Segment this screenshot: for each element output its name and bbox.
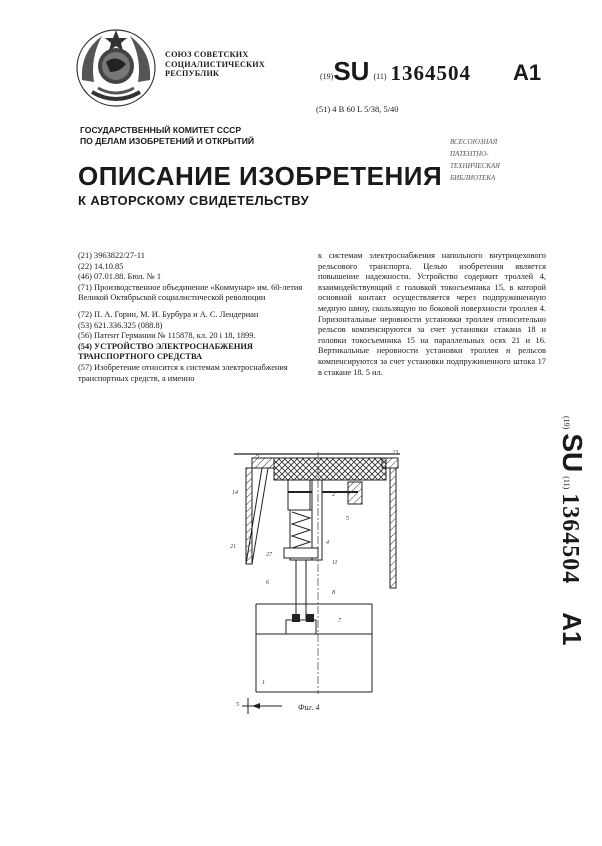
field-72: (72) П. А. Горин, М. И. Бурбура и А. С. Лендериан [78, 309, 259, 319]
drawing-label: 6 [266, 580, 269, 586]
code-11: (11) [373, 71, 387, 81]
drawing-label: 4 [326, 540, 329, 546]
abstract-text: к системам электроснабжения напольного внутрицехового рельсового транспорта. Целью изобретения является повышение надежности. Устройство содержит троллей 4, взаимодействующий с головкой токосъемника 15, в которой основной контакт осуществляется через подпружиненную медную шину, скользящую по боковой поверхности троллея 4. Горизонтальные неровности установки троллея относительно рельсов компенсируются за счет установки стакана 18 и головки токосъемника 15 на параллельных осях 21 и 16. Вертикальные неровности установки троллея и рельсов компенсируются за счет установки подпружиненного штока 17 в стакане 18. 5 ил. [318, 251, 546, 377]
drawing-label: 8 [332, 590, 335, 596]
code-11: (11) [562, 476, 572, 490]
drawing-label: 7 [338, 618, 341, 624]
drawing-label: 27 [266, 552, 272, 558]
stamp-line: ТЕХНИЧЕСКАЯ [450, 162, 500, 170]
stamp-line: ПАТЕНТНО- [450, 150, 489, 158]
document-title: ОПИСАНИЕ ИЗОБРЕТЕНИЯ [78, 161, 443, 191]
drawing-label: 23 [392, 450, 398, 456]
drawing-label: 21 [230, 544, 236, 550]
field-56: (56) Патент Германии № 115878, кл. 20 i 18, 1899. [78, 331, 256, 341]
drawing-label: 11 [332, 560, 338, 566]
vertical-patent-number [528, 416, 588, 696]
drawing-label: 5 [346, 516, 349, 522]
country-line: РЕСПУБЛИК [165, 69, 220, 79]
committee-line: ГОСУДАРСТВЕННЫЙ КОМИТЕТ СССР [80, 125, 242, 135]
drawing-label: 1 [262, 680, 265, 686]
library-stamp [450, 136, 538, 208]
bibliographic-data [78, 251, 310, 384]
ussr-emblem [72, 22, 160, 110]
country-line: СОЮЗ СОВЕТСКИХ [165, 50, 249, 59]
field-46: (46) 07.01.88. Бюл. № 1 [78, 272, 162, 282]
stamp-line: ВСЕСОЮЗНАЯ [450, 138, 498, 146]
field-71: (71) Производственное объединение «Коммунар» им. 60-летия Великой Октябрьской социалистической революции [78, 282, 303, 303]
country-name [165, 50, 265, 79]
field-53: (53) 621.336.325 (088.8) [78, 320, 163, 330]
committee-line: ПО ДЕЛАМ ИЗОБРЕТЕНИЙ И ОТКРЫТИЙ [80, 135, 255, 146]
field-57: (57) Изобретение относится к системам электроснабжения транспортных средств, а именно [78, 362, 288, 383]
committee-name [80, 125, 254, 146]
drawing-label: 5 [236, 702, 239, 708]
code-19: (19) [320, 71, 334, 81]
stamp-line: БИБЛИОТЕКА [450, 174, 496, 182]
country-code: SU [333, 56, 370, 86]
drawing-label: 21 [254, 454, 260, 460]
figure-caption: Фиг. 4 [298, 703, 320, 712]
country-line: СОЦИАЛИСТИЧЕСКИХ [165, 59, 265, 69]
drawing-label: 14 [232, 490, 238, 496]
field-21: (21) 3963822/27-11 [78, 251, 145, 260]
patent-number-header [320, 56, 541, 87]
country-code: SU [557, 433, 588, 473]
patent-number: 1364504 [390, 61, 471, 85]
technical-drawing [222, 444, 412, 720]
kind-code: A1 [512, 60, 542, 85]
code-19: (19) [562, 416, 572, 430]
field-22: (22) 14.10.85 [78, 261, 124, 271]
field-54: (54) УСТРОЙСТВО ЭЛЕКТРОСНАБЖЕНИЯ ТРАНСПОРТНОГО СРЕДСТВА [78, 341, 253, 362]
ipc-classification: (51) 4 B 60 L 5/38, 5/40 [316, 104, 399, 114]
document-subtitle: К АВТОРСКОМУ СВИДЕТЕЛЬСТВУ [78, 193, 310, 208]
drawing-label: 2 [332, 492, 335, 498]
patent-number: 1364504 [557, 493, 583, 585]
kind-code: A1 [557, 612, 587, 646]
